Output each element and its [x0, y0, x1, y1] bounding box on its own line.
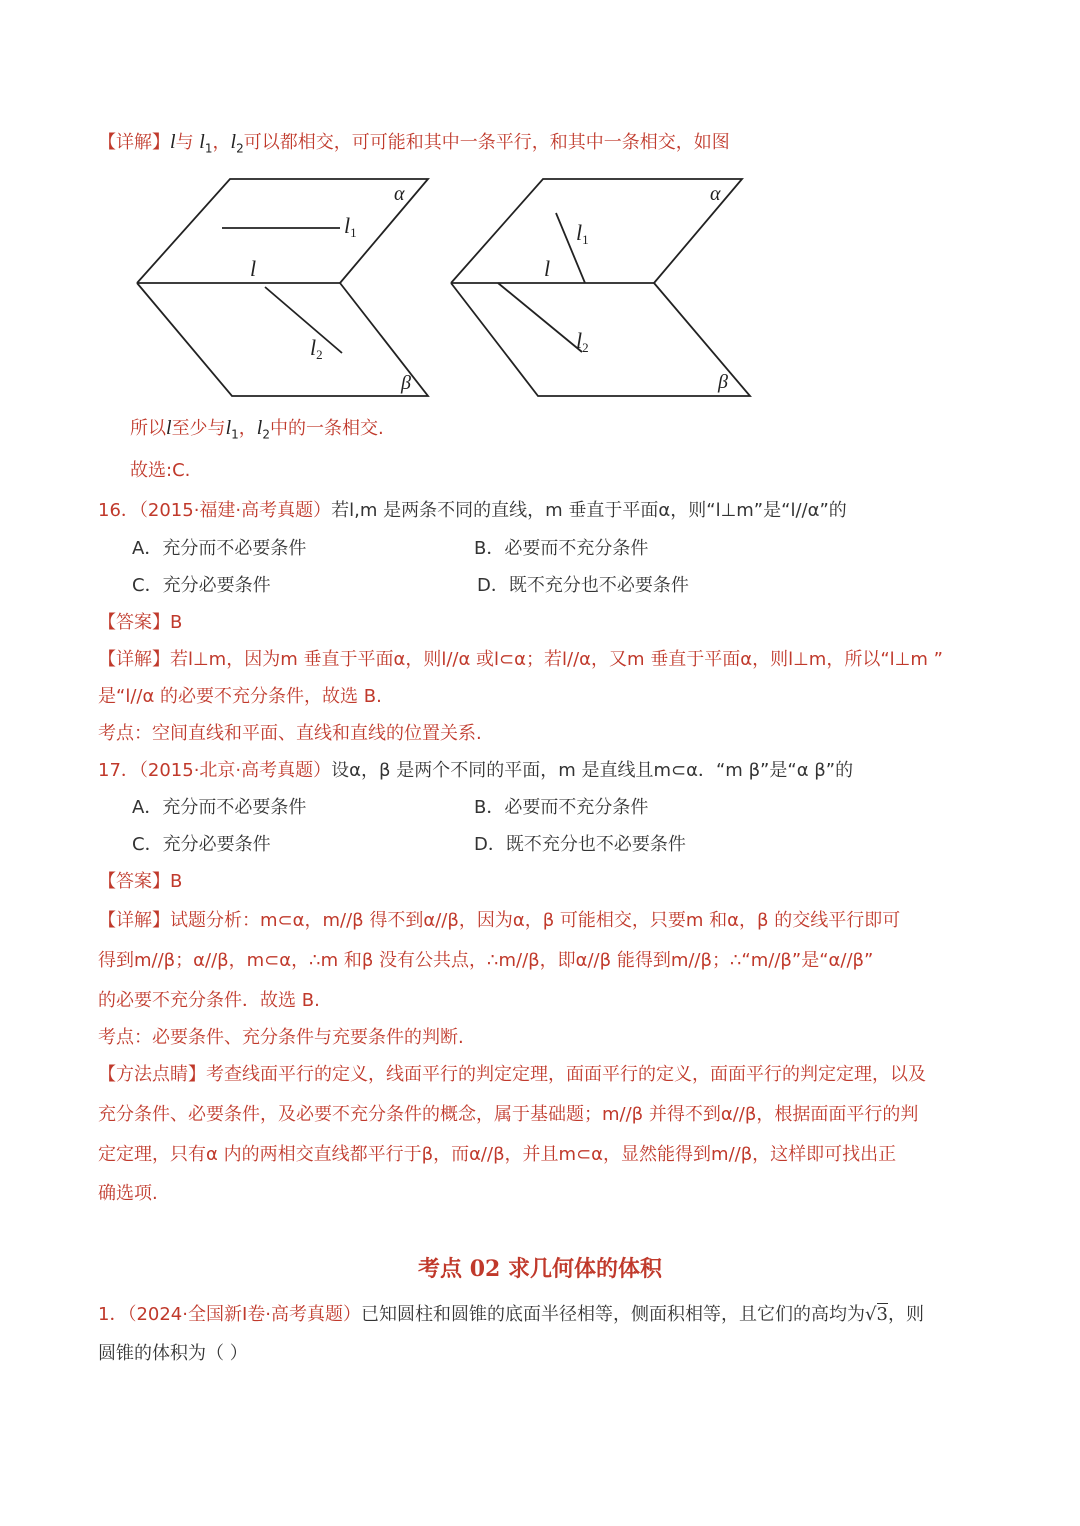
answer-c-line: 故选:C.	[130, 460, 191, 481]
q17-option-b: B．必要而不充分条件	[474, 797, 649, 818]
right-line-l2	[498, 283, 582, 352]
right-beta-label: β	[718, 371, 728, 393]
left-beta-label: β	[401, 372, 411, 394]
left-l2-label: l2	[310, 335, 323, 362]
q17-stem: 17．（2015·北京·高考真题）设α，β 是两个不同的平面，m 是直线且m⊂α．“m β”是“α β”的	[98, 760, 854, 781]
detail-label: 【详解】	[98, 132, 170, 153]
q17-method-line-4: 确选项.	[98, 1183, 158, 1204]
right-plane-beta	[451, 283, 750, 396]
q17-number: 17．	[98, 760, 139, 781]
q17-option-a: A．充分而不必要条件	[132, 797, 307, 818]
q16-detail-line-2: 是“l//α 的必要不充分条件，故选 B.	[98, 686, 382, 707]
q16-answer: 【答案】B	[98, 612, 183, 633]
left-plane-alpha	[137, 179, 428, 283]
left-line-l2	[265, 287, 342, 353]
q16-option-d: D．既不充分也不必要条件	[477, 575, 689, 596]
q17-method-line-2: 充分条件、必要条件，及必要不充分条件的概念，属于基础题；m//β 并得不到α//β，根据面面平行的判	[98, 1104, 919, 1125]
detail-line-1: 【详解】l与 $l_1$，$l_2$可以都相交，可可能和其中一条平行，和其中一条相交，如图	[98, 131, 730, 156]
q16-stem: 16．（2015·福建·高考真题）若l,m 是两条不同的直线，m 垂直于平面α，则“l⊥m”是“l//α”的	[98, 500, 847, 521]
q1-stem-line-2: 圆锥的体积为（ ）	[98, 1343, 248, 1364]
conclusion-line: 所以l至少与$l_1$，$l_2$中的一条相交.	[130, 417, 384, 442]
right-diagram	[451, 179, 750, 396]
q16-number: 16．	[98, 500, 139, 521]
left-l1-label: l1	[344, 213, 357, 240]
q17-option-d: D．既不充分也不必要条件	[474, 834, 686, 855]
left-diagram	[137, 179, 428, 396]
q16-option-c: C．充分必要条件	[132, 575, 271, 596]
left-plane-beta	[137, 283, 428, 396]
q17-source: （2015·北京·高考真题）	[138, 760, 332, 781]
planes-figure	[0, 160, 1080, 410]
right-alpha-label: α	[710, 183, 721, 205]
q17-method-line-1: 【方法点睛】考查线面平行的定义，线面平行的判定定理，面面平行的定义，面面平行的判定定理，以及	[98, 1064, 926, 1085]
q17-point: 考点：必要条件、充分条件与充要条件的判断.	[98, 1027, 464, 1048]
q16-source: （2015·福建·高考真题）	[138, 500, 332, 521]
section-heading: 考点 02 求几何体的体积	[418, 1256, 662, 1282]
q17-option-c: C．充分必要条件	[132, 834, 271, 855]
q17-method-line-3: 定定理，只有α 内的两相交直线都平行于β，而α//β，并且m⊂α，显然能得到m//β，这样即可找出正	[98, 1144, 897, 1165]
left-alpha-label: α	[394, 183, 405, 205]
q17-detail-line-2: 得到m//β；α//β，m⊂α，∴m 和β 没有公共点，∴m//β，即α//β 能得到m//β；∴“m//β”是“α//β”	[98, 950, 874, 971]
q1-source: （2024·全国新Ⅰ卷·高考真题）	[127, 1304, 362, 1325]
radicand: 3	[876, 1304, 888, 1325]
right-l-label: l	[544, 256, 551, 281]
q17-answer: 【答案】B	[98, 871, 183, 892]
q1-stem-line-1: 1．（2024·全国新Ⅰ卷·高考真题）已知圆柱和圆锥的底面半径相等，侧面积相等，且它们的高均为√3，则	[98, 1304, 924, 1325]
q16-detail-line-1: 【详解】若l⊥m，因为m 垂直于平面α，则l//α 或l⊂α；若l//α，又m 垂直于平面α，则l⊥m，所以“l⊥m ”	[98, 649, 943, 670]
q16-point: 考点：空间直线和平面、直线和直线的位置关系.	[98, 723, 482, 744]
q16-option-b: B．必要而不充分条件	[474, 538, 649, 559]
q17-detail-line-1: 【详解】试题分析：m⊂α，m//β 得不到α//β，因为α，β 可能相交，只要m 和α，β 的交线平行即可	[98, 910, 901, 931]
right-l2-label: l2	[576, 328, 589, 355]
q1-number: 1．	[98, 1304, 128, 1325]
left-l-label: l	[250, 256, 257, 281]
right-l1-label: l1	[576, 220, 589, 247]
sqrt-icon: √	[865, 1304, 877, 1325]
q16-option-a: A．充分而不必要条件	[132, 538, 307, 559]
q17-detail-line-3: 的必要不充分条件．故选 B.	[98, 990, 320, 1011]
right-plane-alpha	[451, 179, 742, 283]
